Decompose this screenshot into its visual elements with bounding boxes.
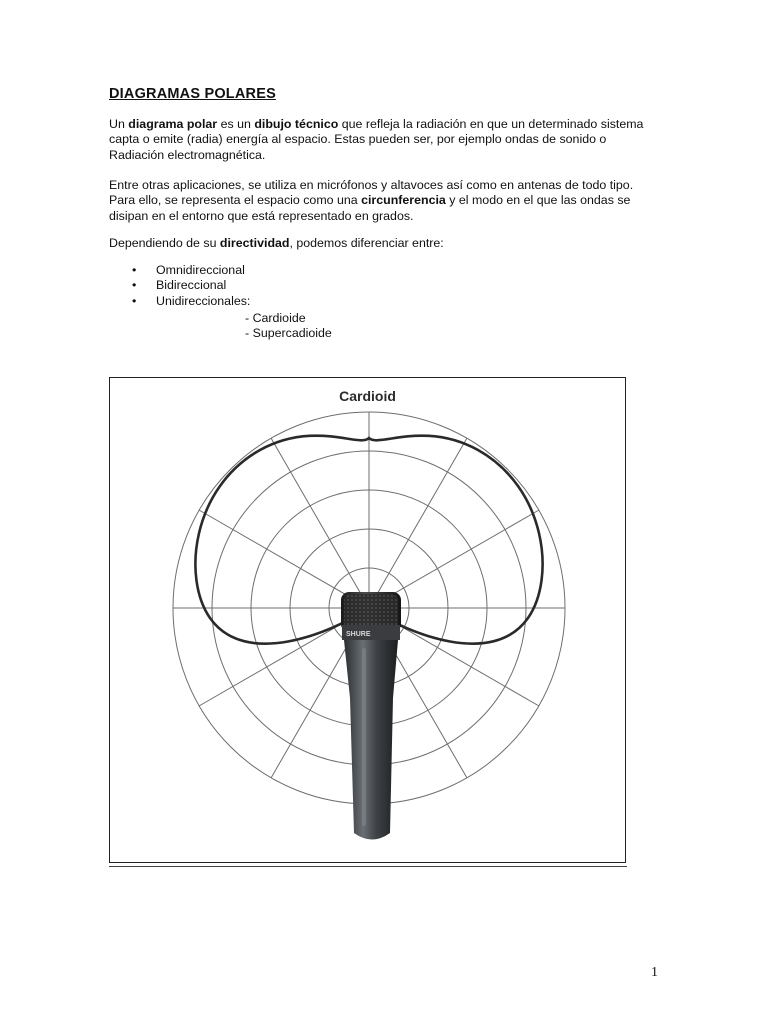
bold-term: circunferencia [361, 193, 446, 208]
directivity-list [109, 263, 250, 309]
figure-title: Cardioid [339, 388, 396, 404]
bullet-icon: • [132, 278, 137, 293]
mic-highlight [362, 648, 366, 826]
list-item-label: Omnidireccional [156, 263, 245, 277]
text-run: Entre otras aplicaciones, se utiliza en micrófonos y altavoces así como en antenas de todo tipo. Para ello, se representa el espacio como una [109, 178, 634, 208]
list-item [109, 294, 250, 309]
list-item-label: Bidireccional [156, 278, 227, 293]
text-run: es un [217, 117, 255, 131]
mic-grill [344, 594, 398, 630]
sub-item-supercardioid: - Supercadioide [245, 326, 332, 340]
bold-term: dibujo técnico [254, 117, 339, 131]
list-item [109, 278, 250, 293]
bullet-icon: • [132, 293, 137, 308]
polar-diagram [110, 378, 625, 862]
text-run: , podemos diferenciar entre: [289, 236, 444, 250]
bold-term: directividad [219, 236, 290, 250]
mic-body [344, 640, 398, 840]
mic-brand-text: SHURE [346, 631, 371, 638]
applications-paragraph [109, 178, 649, 224]
text-run: Un [109, 117, 129, 131]
intro-paragraph [109, 117, 649, 163]
list-item [109, 263, 250, 278]
sub-item-cardioid: - Cardioide [245, 311, 306, 325]
text-run: y el modo en el que las ondas se disipan en el entorno que está representado en grados. [109, 193, 631, 223]
bold-term: diagrama polar [128, 117, 218, 131]
figure-underline [109, 866, 627, 867]
page-number: 1 [651, 965, 658, 980]
list-item-label: Unidireccionales: [156, 293, 251, 308]
section-title: DIAGRAMAS POLARES [109, 86, 276, 102]
bullet-icon: • [132, 263, 137, 277]
text-run: Dependiendo de su [109, 236, 220, 250]
text-run: que refleja la radiación en que un determinado sistema capta o emite (radia) energía al espacio. Estas pueden ser, por ejemplo ondas de sonido o Radiación electromagnética. [109, 117, 644, 162]
cardioid-figure [109, 377, 626, 863]
directivity-paragraph [109, 236, 649, 251]
